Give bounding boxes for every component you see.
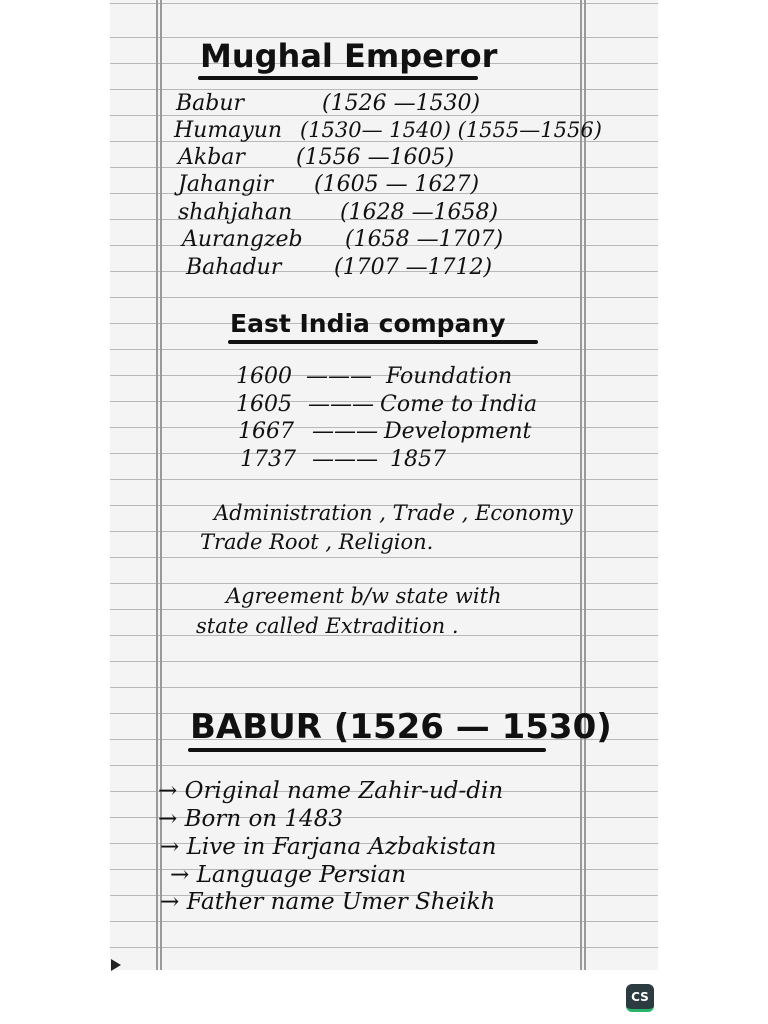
page-corner-arrow-icon [111,959,121,971]
eic-dash: ——— [308,392,374,417]
camscanner-logo-icon: CS [626,984,654,1012]
babur-title-underline [188,748,546,752]
emperor-name: Babur [176,91,245,116]
babur-fact: → Father name Umer Sheikh [160,889,496,915]
emperor-name: Humayun [174,118,283,143]
eic-year: 1667 [238,419,294,444]
eic-event: Foundation [386,364,513,389]
emperor-years: (1707 —1712) [334,255,493,280]
emperor-years: (1658 —1707) [345,227,504,252]
mughal-title-underline [198,76,478,80]
note-line-2: Trade Root , Religion. [200,530,434,554]
eic-year: 1605 [236,392,292,417]
emperor-name: shahjahan [178,200,293,225]
babur-fact: → Original name Zahir-ud-din [158,778,504,804]
emperor-years: (1526 —1530) [322,91,481,116]
babur-fact: → Live in Farjana Azbakistan [160,834,497,860]
emperor-name: Aurangzeb [182,227,303,252]
note-line-1: Administration , Trade , Economy [214,501,573,525]
babur-fact: → Born on 1483 [158,806,343,832]
eic-event: Come to India [380,392,538,417]
eic-title: East India company [230,309,506,338]
emperor-years: (1556 —1605) [296,145,455,170]
eic-year: 1737 [240,447,296,472]
eic-event: 1857 [390,447,446,472]
emperor-name: Bahadur [186,255,282,280]
eic-dash: ——— [312,419,378,444]
eic-event: Development [384,419,532,444]
emperor-years: (1530— 1540) (1555—1556) [300,118,602,142]
note-line-4: state called Extradition . [196,614,459,638]
eic-dash: ——— [306,364,372,389]
emperor-name: Jahangir [178,172,274,197]
babur-fact: → Language Persian [170,862,407,888]
eic-dash: ——— [312,447,378,472]
eic-title-underline [228,340,538,344]
eic-year: 1600 [236,364,292,389]
mughal-title: Mughal Emperor [200,37,498,75]
emperor-years: (1628 —1658) [340,200,499,225]
note-line-3: Agreement b/w state with [226,584,502,608]
emperor-name: Akbar [178,145,245,170]
babur-title: BABUR (1526 — 1530) [190,707,612,747]
emperor-years: (1605 — 1627) [314,172,480,197]
